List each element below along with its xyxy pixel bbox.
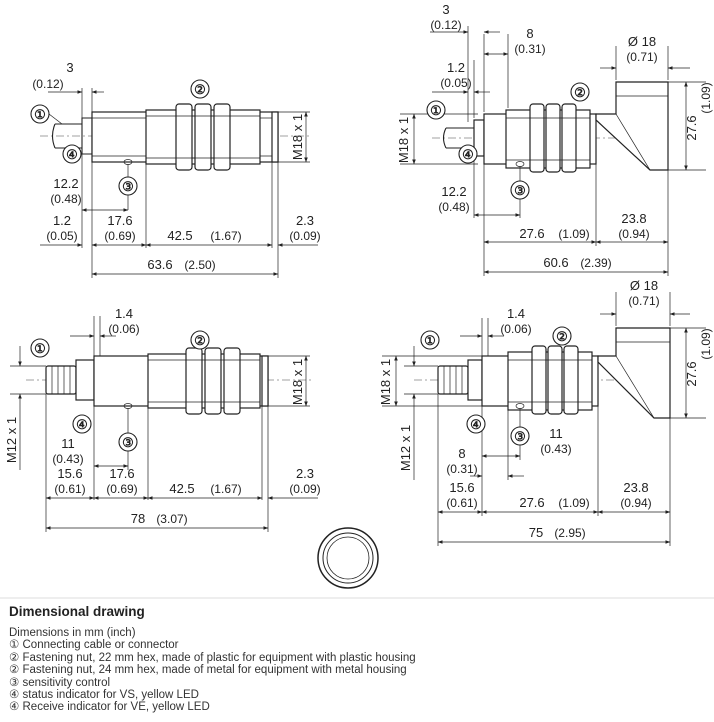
dim-neck-offset-inch: (0.31) bbox=[446, 462, 478, 476]
dim-cable-offset-inch: (0.12) bbox=[430, 18, 462, 32]
connector-thread-label: M12 x 1 bbox=[398, 424, 413, 472]
dim-thread-length: 42.5 bbox=[167, 228, 193, 243]
svg-text:②: ② bbox=[194, 82, 206, 97]
connector-thread-label: M12 x 1 bbox=[4, 416, 19, 464]
dim-led-pos: 11 bbox=[549, 426, 563, 441]
legend-item-status-led: ④ status indicator for VS, yellow LED bbox=[9, 689, 199, 702]
callout-connector bbox=[31, 339, 49, 357]
dim-thread-length: 42.5 bbox=[169, 481, 195, 496]
dim-rear-length: 17.6 bbox=[107, 213, 133, 228]
svg-text:③: ③ bbox=[122, 435, 134, 450]
dim-led-pos-inch: (0.48) bbox=[50, 192, 82, 206]
dim-body-length: 27.6 bbox=[519, 495, 545, 510]
dim-cable-gap-inch: (0.05) bbox=[440, 76, 472, 90]
dim-head-height: 27.6 bbox=[684, 361, 699, 387]
dim-thread-length-inch: (1.67) bbox=[210, 229, 242, 243]
dim-total-inch: (3.07) bbox=[156, 512, 188, 526]
callout-nut bbox=[571, 83, 589, 101]
dim-head-length: 23.8 bbox=[621, 211, 647, 226]
callout-sensitivity bbox=[119, 177, 137, 195]
dim-head-dia-inch: (0.71) bbox=[628, 294, 660, 308]
legend-units: Dimensions in mm (inch) bbox=[9, 627, 136, 639]
legend-item-nut-metal: ② Fastening nut, 24 mm hex, made of metal for equipment with metal housing bbox=[9, 664, 407, 677]
thread-label: M18 x 1 bbox=[396, 116, 411, 164]
dim-head-dia-inch: (0.71) bbox=[626, 50, 658, 64]
callout-sensitivity bbox=[119, 433, 137, 451]
callout-sensitivity bbox=[511, 427, 529, 445]
dim-head-dia: Ø 18 bbox=[627, 34, 657, 49]
dim-cable-gap: 1.2 bbox=[446, 60, 466, 75]
view-angled-connector bbox=[378, 278, 713, 546]
dim-connector-length: 15.6 bbox=[449, 480, 475, 495]
view-straight-cable bbox=[31, 60, 321, 278]
dim-neck-inch: (0.06) bbox=[108, 322, 140, 336]
dim-connector-length-inch: (0.61) bbox=[446, 496, 478, 510]
callout-connector bbox=[421, 331, 439, 349]
dim-led-pos-inch: (0.48) bbox=[438, 200, 470, 214]
svg-text:②: ② bbox=[194, 333, 206, 348]
svg-text:①: ① bbox=[430, 103, 442, 118]
callout-led bbox=[73, 415, 91, 433]
sensor-front-view bbox=[318, 528, 378, 588]
dim-face-inch: (0.09) bbox=[289, 482, 321, 496]
dim-face-inch: (0.09) bbox=[289, 229, 321, 243]
dim-head-height-inch: (1.09) bbox=[699, 82, 713, 114]
dim-neck: 1.4 bbox=[506, 306, 526, 321]
dim-face: 2.3 bbox=[295, 213, 315, 228]
legend-item-sensitivity: ③ sensitivity control bbox=[9, 676, 111, 689]
dim-connector-length-inch: (0.61) bbox=[54, 482, 86, 496]
dim-cable-offset: 3 bbox=[66, 60, 74, 75]
dim-total-inch: (2.95) bbox=[554, 526, 586, 540]
svg-text:②: ② bbox=[574, 85, 586, 100]
dim-head-length-inch: (0.94) bbox=[620, 496, 652, 510]
dim-connector-length: 15.6 bbox=[57, 466, 83, 481]
dim-led-pos-inch: (0.43) bbox=[52, 452, 84, 466]
dim-total: 63.6 bbox=[147, 257, 173, 272]
dim-led-pos: 11 bbox=[61, 436, 75, 451]
dim-total-inch: (2.50) bbox=[184, 258, 216, 272]
svg-text:④: ④ bbox=[66, 147, 78, 162]
legend-item-cable: ① Connecting cable or connector bbox=[9, 639, 179, 652]
dim-total: 75 bbox=[528, 525, 544, 540]
svg-text:④: ④ bbox=[76, 417, 88, 432]
dim-led-pos-inch: (0.43) bbox=[540, 442, 572, 456]
callout-nut bbox=[553, 327, 571, 345]
dim-total: 78 bbox=[130, 511, 146, 526]
callout-led bbox=[467, 415, 485, 433]
svg-text:④: ④ bbox=[470, 417, 482, 432]
dim-thread-length-inch: (1.67) bbox=[210, 482, 242, 496]
svg-text:③: ③ bbox=[122, 179, 134, 194]
dim-cable-gap: 1.2 bbox=[52, 213, 72, 228]
dim-head-dia: Ø 18 bbox=[629, 278, 659, 293]
svg-text:①: ① bbox=[34, 107, 46, 122]
callout-cable bbox=[427, 101, 445, 119]
dim-led-pos: 12.2 bbox=[441, 184, 467, 199]
dim-total-inch: (2.39) bbox=[580, 256, 612, 270]
callout-led bbox=[63, 145, 81, 163]
dim-led-pos: 12.2 bbox=[53, 176, 79, 191]
dim-cable-gap-inch: (0.05) bbox=[46, 229, 78, 243]
svg-text:①: ① bbox=[34, 341, 46, 356]
dim-head-height: 27.6 bbox=[684, 115, 699, 141]
callout-sensitivity bbox=[511, 181, 529, 199]
callout-nut bbox=[191, 331, 209, 349]
dim-neck: 1.4 bbox=[114, 306, 134, 321]
legend bbox=[9, 604, 709, 714]
callout-led bbox=[459, 145, 477, 163]
dim-cable-offset-inch: (0.12) bbox=[32, 77, 64, 91]
dim-total: 60.6 bbox=[543, 255, 569, 270]
dim-cable-offset: 3 bbox=[442, 2, 450, 17]
dim-neck-inch: (0.06) bbox=[500, 322, 532, 336]
dim-neck-offset: 8 bbox=[458, 446, 466, 461]
dim-neck-inch: (0.31) bbox=[514, 42, 546, 56]
dim-rear-length: 17.6 bbox=[109, 466, 135, 481]
thread-label: M18 x 1 bbox=[378, 358, 393, 406]
callout-nut bbox=[191, 80, 209, 98]
legend-item-receive-led: ④ Receive indicator for VE, yellow LED bbox=[9, 701, 210, 714]
view-angled-cable bbox=[396, 2, 713, 276]
dim-face: 2.3 bbox=[295, 466, 315, 481]
svg-text:③: ③ bbox=[514, 183, 526, 198]
dim-rear-length-inch: (0.69) bbox=[104, 229, 136, 243]
legend-item-nut-plastic: ② Fastening nut, 22 mm hex, made of plastic for equipment with plastic housing bbox=[9, 651, 416, 664]
svg-text:①: ① bbox=[424, 333, 436, 348]
dim-head-height-inch: (1.09) bbox=[699, 328, 713, 360]
thread-label: M18 x 1 bbox=[290, 358, 305, 406]
dim-head-length: 23.8 bbox=[623, 480, 649, 495]
svg-text:④: ④ bbox=[462, 147, 474, 162]
dim-head-length-inch: (0.94) bbox=[618, 227, 650, 241]
dim-neck: 8 bbox=[526, 26, 534, 41]
callout-cable bbox=[31, 105, 49, 123]
svg-text:②: ② bbox=[556, 329, 568, 344]
thread-label: M18 x 1 bbox=[290, 113, 305, 161]
dim-body-length-inch: (1.09) bbox=[558, 496, 590, 510]
dim-rear-length-inch: (0.69) bbox=[106, 482, 138, 496]
dim-body-length-inch: (1.09) bbox=[558, 227, 590, 241]
legend-title: Dimensional drawing bbox=[9, 604, 145, 619]
dim-body-length: 27.6 bbox=[519, 226, 545, 241]
svg-text:③: ③ bbox=[514, 429, 526, 444]
view-straight-connector bbox=[4, 306, 321, 532]
